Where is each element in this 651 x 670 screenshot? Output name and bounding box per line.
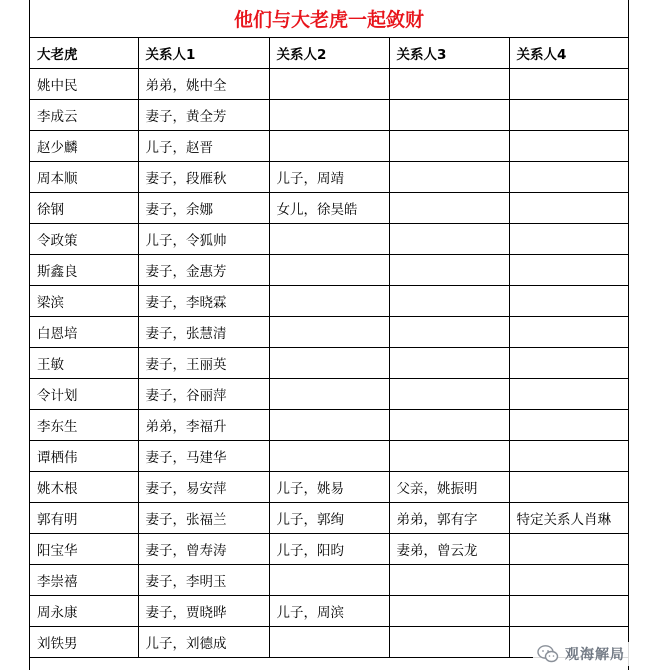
column-header: 关系人3 — [389, 38, 509, 68]
watermark-text: 观海解局 — [565, 647, 625, 663]
relation-cell — [269, 564, 389, 595]
relation-cell: 妻子，黄全芳 — [138, 99, 269, 130]
relation-cell — [509, 99, 628, 130]
relation-cell — [509, 285, 628, 316]
relation-cell: 儿子，周靖 — [269, 161, 389, 192]
relation-cell — [509, 409, 628, 440]
relation-cell — [509, 533, 628, 564]
relation-cell — [509, 471, 628, 502]
relation-cell — [509, 130, 628, 161]
relation-cell — [269, 626, 389, 657]
relation-cell — [389, 595, 509, 626]
relation-cell: 妻子，李明玉 — [138, 564, 269, 595]
tiger-name-cell: 周永康 — [30, 595, 138, 626]
wechat-icon — [537, 644, 559, 664]
column-header: 大老虎 — [30, 38, 138, 68]
relation-cell — [269, 347, 389, 378]
column-header: 关系人1 — [138, 38, 269, 68]
relation-cell: 妻子，金惠芳 — [138, 254, 269, 285]
table-row — [30, 347, 628, 378]
tiger-name-cell: 梁滨 — [30, 285, 138, 316]
relation-cell — [389, 316, 509, 347]
relation-cell: 儿子，刘德成 — [138, 626, 269, 657]
column-header: 关系人2 — [269, 38, 389, 68]
relation-cell — [509, 68, 628, 99]
relation-cell — [509, 223, 628, 254]
tiger-name-cell: 刘铁男 — [30, 626, 138, 657]
relation-cell: 妻子，余娜 — [138, 192, 269, 223]
relation-cell: 儿子，郭绚 — [269, 502, 389, 533]
tiger-name-cell: 郭有明 — [30, 502, 138, 533]
table-row — [30, 502, 628, 533]
tiger-name-cell: 赵少麟 — [30, 130, 138, 161]
table-row — [30, 378, 628, 409]
table-row — [30, 130, 628, 161]
relation-cell — [269, 440, 389, 471]
table-row — [30, 99, 628, 130]
relation-cell: 弟弟，李福升 — [138, 409, 269, 440]
tiger-name-cell: 姚中民 — [30, 68, 138, 99]
relation-cell: 妻子，贾晓晔 — [138, 595, 269, 626]
relation-cell — [389, 378, 509, 409]
tiger-name-cell: 李成云 — [30, 99, 138, 130]
table-row — [30, 192, 628, 223]
relation-cell: 父亲，姚振明 — [389, 471, 509, 502]
table-row — [30, 595, 628, 626]
relation-cell: 儿子，周滨 — [269, 595, 389, 626]
tiger-name-cell: 斯鑫良 — [30, 254, 138, 285]
table-row — [30, 409, 628, 440]
relation-cell — [509, 378, 628, 409]
relation-cell — [389, 409, 509, 440]
table-row — [30, 564, 628, 595]
document-title: 他们与大老虎一起敛财 — [30, 0, 628, 38]
relation-cell: 弟弟，姚中全 — [138, 68, 269, 99]
relation-cell — [509, 316, 628, 347]
table-row — [30, 161, 628, 192]
tiger-name-cell: 李崇禧 — [30, 564, 138, 595]
relation-cell: 儿子，阳昀 — [269, 533, 389, 564]
relation-cell — [269, 68, 389, 99]
table-row — [30, 68, 628, 99]
relation-cell — [269, 285, 389, 316]
tiger-name-cell: 白恩培 — [30, 316, 138, 347]
relation-cell: 弟弟，郭有字 — [389, 502, 509, 533]
relation-cell — [509, 347, 628, 378]
relation-cell: 儿子，赵晋 — [138, 130, 269, 161]
relation-cell: 妻子，曾寿涛 — [138, 533, 269, 564]
relation-cell: 儿子，令狐帅 — [138, 223, 269, 254]
relation-cell: 妻子，马建华 — [138, 440, 269, 471]
column-header: 关系人4 — [509, 38, 628, 68]
tiger-name-cell: 姚木根 — [30, 471, 138, 502]
tiger-name-cell: 令计划 — [30, 378, 138, 409]
table-row — [30, 316, 628, 347]
relation-cell — [389, 254, 509, 285]
table-row — [30, 533, 628, 564]
relation-cell — [389, 192, 509, 223]
relation-cell — [509, 192, 628, 223]
tiger-name-cell: 阳宝华 — [30, 533, 138, 564]
table-header-row — [30, 38, 628, 68]
relation-cell — [389, 99, 509, 130]
relation-cell — [269, 254, 389, 285]
relation-cell — [389, 347, 509, 378]
relation-cell — [389, 564, 509, 595]
relation-cell — [269, 378, 389, 409]
relation-cell — [269, 409, 389, 440]
relation-cell — [389, 626, 509, 657]
relation-cell — [389, 440, 509, 471]
relation-cell: 妻子，易安萍 — [138, 471, 269, 502]
tiger-name-cell: 王敏 — [30, 347, 138, 378]
tiger-name-cell: 谭栖伟 — [30, 440, 138, 471]
relation-cell: 妻子，张福兰 — [138, 502, 269, 533]
relation-cell: 儿子，姚易 — [269, 471, 389, 502]
relation-cell — [269, 316, 389, 347]
table-row — [30, 471, 628, 502]
table-row — [30, 440, 628, 471]
relation-cell — [389, 130, 509, 161]
tiger-name-cell: 李东生 — [30, 409, 138, 440]
relation-cell: 特定关系人肖琳 — [509, 502, 628, 533]
relation-cell — [389, 285, 509, 316]
tiger-name-cell: 徐钢 — [30, 192, 138, 223]
relation-cell — [509, 595, 628, 626]
relation-cell: 妻子，王丽英 — [138, 347, 269, 378]
relations-table — [30, 38, 628, 658]
tiger-name-cell: 周本顺 — [30, 161, 138, 192]
relation-cell — [509, 440, 628, 471]
relation-cell — [509, 254, 628, 285]
relation-cell — [509, 564, 628, 595]
relation-cell — [269, 223, 389, 254]
tiger-name-cell: 令政策 — [30, 223, 138, 254]
relation-cell: 女儿，徐昊皓 — [269, 192, 389, 223]
table-row — [30, 285, 628, 316]
relation-cell — [269, 130, 389, 161]
table-row — [30, 223, 628, 254]
watermark — [533, 642, 629, 666]
relation-cell — [389, 68, 509, 99]
table-row — [30, 254, 628, 285]
relation-cell — [389, 161, 509, 192]
relation-cell: 妻子，张慧清 — [138, 316, 269, 347]
relation-cell — [389, 223, 509, 254]
relation-cell: 妻子，段雁秋 — [138, 161, 269, 192]
relation-cell: 妻子，李晓霖 — [138, 285, 269, 316]
document-sheet — [29, 0, 629, 670]
relation-cell — [509, 161, 628, 192]
relation-cell: 妻弟，曾云龙 — [389, 533, 509, 564]
relation-cell: 妻子，谷丽萍 — [138, 378, 269, 409]
relation-cell — [269, 99, 389, 130]
